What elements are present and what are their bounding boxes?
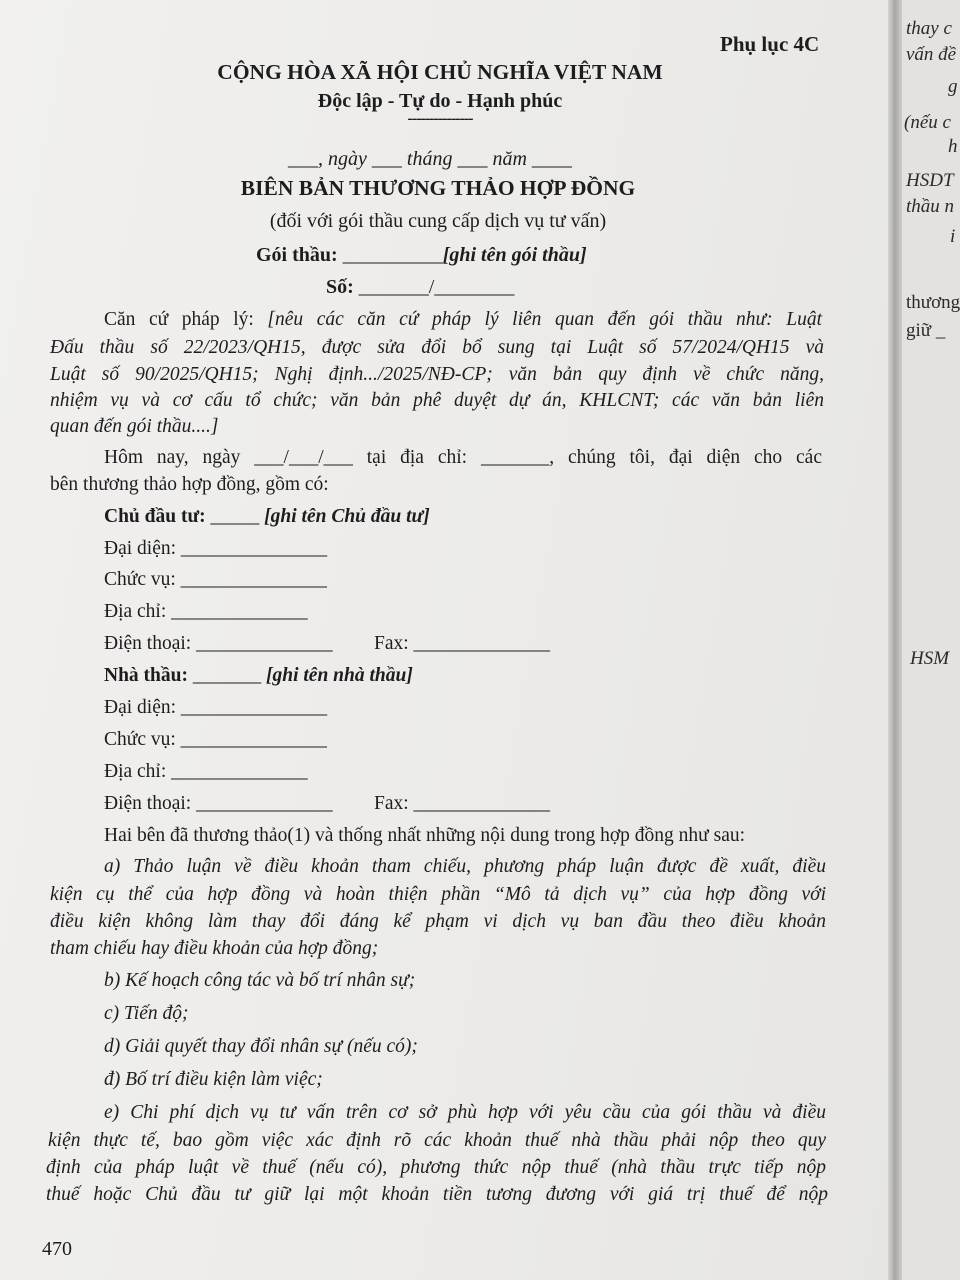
item-dd: đ) Bố trí điều kiện làm việc; xyxy=(104,1069,323,1090)
country-header: CỘNG HÒA XÃ HỘI CHỦ NGHĨA VIỆT NAM xyxy=(217,60,663,84)
contractor-position: Chức vụ: _______________ xyxy=(104,729,327,750)
contractor-blank: _______ xyxy=(192,665,262,686)
package-label: Gói thầu: xyxy=(256,244,338,266)
investor-rep: Đại diện: _______________ xyxy=(104,538,328,559)
adjacent-fragment: (nếu c xyxy=(904,112,951,133)
investor-label: Chủ đầu tư: xyxy=(104,506,206,527)
package-hint: [ghi tên gói thầu] xyxy=(442,244,587,266)
agreement-intro: Hai bên đã thương thảo(1) và thống nhất những nội dung trong hợp đồng như sau: xyxy=(104,825,746,846)
item-a-line-3: điều kiện không làm thay đổi đáng kể phạm vi dịch vụ ban đầu theo điều khoản xyxy=(50,911,826,932)
number-value: _______/________ xyxy=(358,276,515,298)
contractor-fax: Fax: ______________ xyxy=(374,793,551,814)
date-line: ___, ngày ___ tháng ___ năm ____ xyxy=(288,148,572,170)
legal-basis-line-4: nhiệm vụ và cơ cấu tổ chức; văn bản phê duyệt dự án, KHLCNT; các văn bản liên xyxy=(50,390,824,411)
number-line xyxy=(326,276,514,299)
adjacent-fragment: giữ _ xyxy=(906,320,946,341)
legal-basis-lead: Căn cứ pháp lý: xyxy=(104,309,254,330)
legal-basis-line-2: Đấu thầu số 22/2023/QH15, được sửa đổi bổ sung tại Luật số 57/2024/QH15 và xyxy=(50,337,824,358)
investor-blank: _____ xyxy=(210,506,260,527)
legal-basis-line-1 xyxy=(104,309,822,331)
book-spine xyxy=(888,0,902,1280)
adjacent-fragment: HSDT xyxy=(906,170,954,191)
document-title: BIÊN BẢN THƯƠNG THẢO HỢP ĐỒNG xyxy=(240,176,636,200)
appendix-label: Phụ lục 4C xyxy=(720,32,820,56)
adjacent-fragment: g xyxy=(948,76,958,97)
contractor-hint: [ghi tên nhà thầu] xyxy=(265,665,413,686)
investor-address: Địa chỉ: ______________ xyxy=(104,601,308,622)
investor-phone: Điện thoại: ______________ xyxy=(104,633,333,654)
item-c: c) Tiến độ; xyxy=(104,1003,189,1024)
adjacent-fragment: thay c xyxy=(906,18,952,39)
legal-basis-text: [nêu các căn cứ pháp lý liên quan đến gói thầu như: Luật xyxy=(267,309,822,330)
motto-rule: --------------- xyxy=(407,110,473,127)
item-e-line-4: thuế hoặc Chủ đầu tư giữ lại một khoản tiền tương đương với giá trị thuế để nộp xyxy=(46,1184,828,1205)
adjacent-fragment: thầu n xyxy=(906,196,955,217)
adjacent-page xyxy=(902,0,960,1280)
contractor-address: Địa chỉ: ______________ xyxy=(104,761,308,782)
contractor-line xyxy=(104,665,413,687)
intro-line-1: Hôm nay, ngày ___/___/___ tại địa chỉ: _______, chúng tôi, đại diện cho các xyxy=(104,447,822,468)
item-b: b) Kế hoạch công tác và bố trí nhân sự; xyxy=(104,970,416,991)
investor-hint: [ghi tên Chủ đầu tư] xyxy=(264,506,430,527)
adjacent-fragment: vấn đề xyxy=(906,44,957,65)
contractor-label: Nhà thầu: xyxy=(104,665,188,686)
document-subtitle: (đối với gói thầu cung cấp dịch vụ tư vấn) xyxy=(269,210,607,232)
item-e-line-2: kiện thực tế, bao gồm việc xác định rõ các khoản thuế nhà thầu phải nộp theo quy xyxy=(48,1130,826,1151)
motto: Độc lập - Tự do - Hạnh phúc xyxy=(317,90,563,112)
package-line xyxy=(256,244,587,267)
item-d: d) Giải quyết thay đổi nhân sự (nếu có); xyxy=(104,1036,418,1057)
adjacent-fragment: thương xyxy=(906,292,960,313)
adjacent-fragment: i xyxy=(950,226,956,247)
contractor-rep: Đại diện: _______________ xyxy=(104,697,328,718)
legal-basis-line-5: quan đến gói thầu....] xyxy=(50,416,219,437)
investor-line xyxy=(104,506,430,528)
number-label: Số: xyxy=(326,276,354,298)
item-a-line-4: tham chiếu hay điều khoản của hợp đồng; xyxy=(50,938,379,959)
legal-basis-line-3: Luật số 90/2025/QH15; Nghị định.../2025/NĐ-CP; văn bản quy định về chức năng, xyxy=(50,364,824,385)
contractor-phone: Điện thoại: ______________ xyxy=(104,793,333,814)
package-blank: __________ xyxy=(342,244,443,266)
item-e-line-1: e) Chi phí dịch vụ tư vấn trên cơ sở phù hợp với yêu cầu của gói thầu và điều xyxy=(104,1102,826,1123)
item-a-line-1: a) Thảo luận về điều khoản tham chiếu, phương pháp luận được đề xuất, điều xyxy=(104,856,826,877)
investor-fax: Fax: ______________ xyxy=(374,633,551,654)
item-a-line-2: kiện cụ thể của hợp đồng và hoàn thiện phần “Mô tả dịch vụ” của hợp đồng với xyxy=(50,884,826,905)
adjacent-fragment: h xyxy=(948,136,958,157)
intro-line-2: bên thương thảo hợp đồng, gồm có: xyxy=(50,474,329,495)
adjacent-fragment: HSM xyxy=(910,648,950,669)
page-number: 470 xyxy=(42,1238,72,1260)
investor-position: Chức vụ: _______________ xyxy=(104,569,327,590)
item-e-line-3: định của pháp luật về thuế (nếu có), phương thức nộp thuế (nhà thầu trực tiếp nộp xyxy=(46,1157,826,1178)
